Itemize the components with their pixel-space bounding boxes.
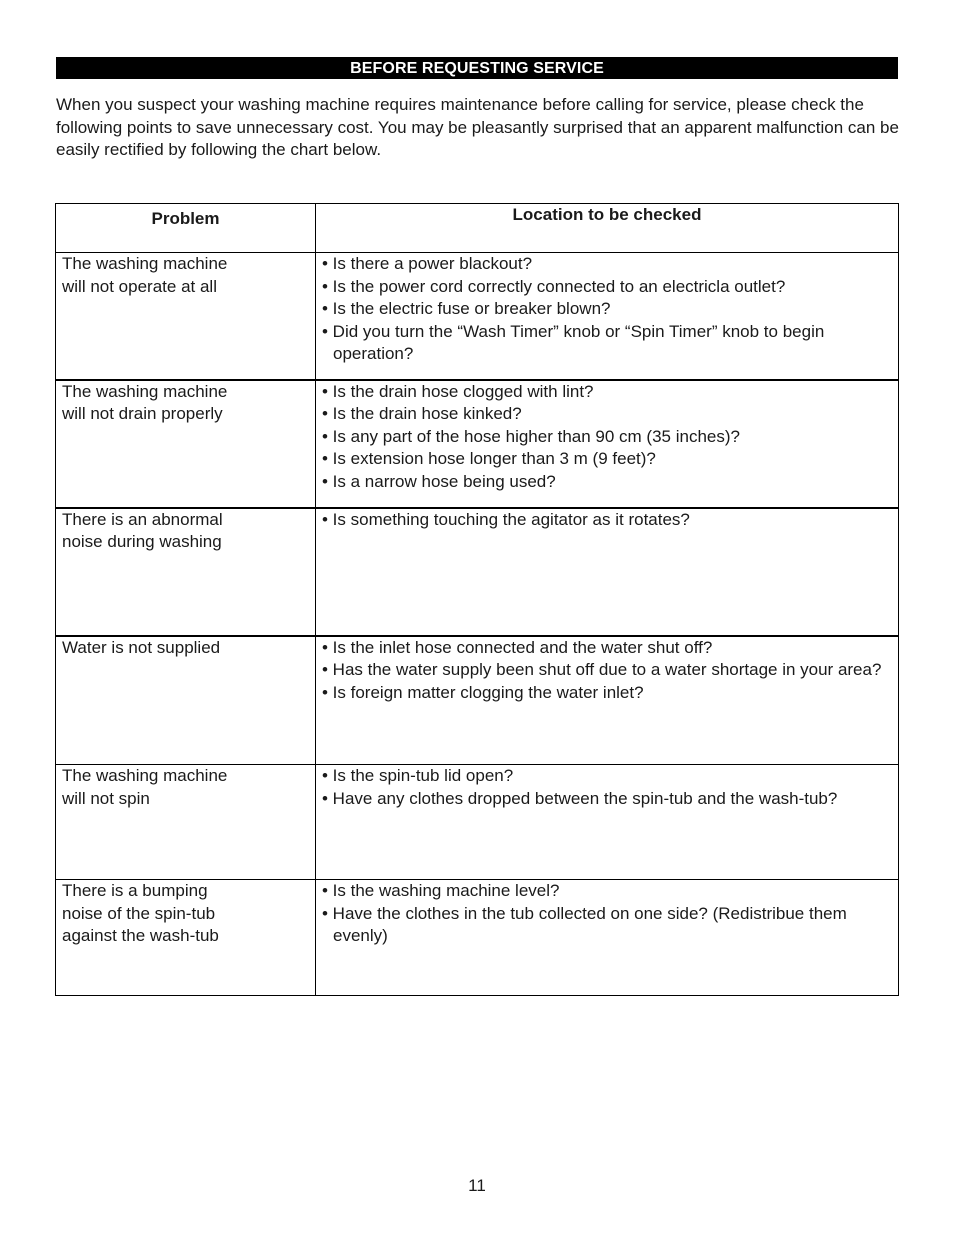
page-number: 11 xyxy=(468,1176,486,1195)
checks-cell xyxy=(316,880,899,996)
check-item: • Have any clothes dropped between the spin-tub and the wash-tub? xyxy=(322,788,838,808)
problem-cell xyxy=(56,880,316,996)
problem-cell xyxy=(56,765,316,880)
table-row xyxy=(56,508,899,636)
section-banner: BEFORE REQUESTING SERVICE xyxy=(56,57,898,79)
problem-text: against the wash-tub xyxy=(62,926,219,945)
table-row xyxy=(56,636,899,765)
problem-text: will not operate at all xyxy=(62,276,217,296)
table-row xyxy=(56,765,899,880)
check-item: • Is any part of the hose higher than 90 cm (35 inches)? xyxy=(322,426,740,446)
checks-cell xyxy=(316,636,899,765)
problem-text: The washing machine xyxy=(62,254,228,273)
problem-text: There is a bumping xyxy=(62,881,208,900)
problem-cell xyxy=(56,636,316,765)
check-item: • Is a narrow hose being used? xyxy=(322,471,556,491)
problem-text: will not drain properly xyxy=(62,404,223,423)
check-item: • Is the electric fuse or breaker blown? xyxy=(322,299,611,318)
check-item: • Has the water supply been shut off due to a water shortage in your area? xyxy=(322,660,882,679)
problem-text: will not spin xyxy=(62,788,150,808)
check-item: • Is the inlet hose connected and the water shut off? xyxy=(322,637,713,657)
troubleshooting-table xyxy=(55,203,899,996)
header-location: Location to be checked xyxy=(316,204,899,253)
table-row xyxy=(56,880,899,996)
check-item: • Is foreign matter clogging the water inlet? xyxy=(322,682,644,702)
problem-cell xyxy=(56,253,316,380)
check-item: • Is the washing machine level? xyxy=(322,881,560,900)
problem-text: There is an abnormal xyxy=(62,509,223,529)
check-item: • Is the drain hose clogged with lint? xyxy=(322,381,594,401)
table-row xyxy=(56,253,899,380)
check-item: • Did you turn the “Wash Timer” knob or “Spin Timer” knob to begin operation? xyxy=(322,321,825,363)
checks-cell xyxy=(316,380,899,508)
check-item: • Is there a power blackout? xyxy=(322,254,533,273)
problem-text: The washing machine xyxy=(62,381,228,401)
table-row xyxy=(56,380,899,508)
checks-cell xyxy=(316,765,899,880)
check-item: • Is the power cord correctly connected to an electricla outlet? xyxy=(322,276,786,296)
check-item: • Is something touching the agitator as it rotates? xyxy=(322,509,690,529)
intro-paragraph: When you suspect your washing machine requires maintenance before calling for service, please check the following points to save unnecessary cost. You may be pleasantly surprised that an apparent malfunction can be easily rectified by following the chart below. xyxy=(56,95,899,159)
checks-cell xyxy=(316,508,899,636)
problem-text: noise during washing xyxy=(62,532,222,551)
check-item: • Is the drain hose kinked? xyxy=(322,404,522,423)
problem-text: The washing machine xyxy=(62,766,228,785)
table-header-row xyxy=(56,204,899,253)
check-item: • Have the clothes in the tub collected on one side? (Redistribue them evenly) xyxy=(322,903,847,945)
check-item: • Is the spin-tub lid open? xyxy=(322,766,514,785)
header-problem: Problem xyxy=(56,204,316,253)
problem-cell xyxy=(56,508,316,636)
check-item: • Is extension hose longer than 3 m (9 feet)? xyxy=(322,449,656,468)
problem-text: noise of the spin-tub xyxy=(62,903,216,923)
checks-cell xyxy=(316,253,899,380)
problem-cell xyxy=(56,380,316,508)
problem-text: Water is not supplied xyxy=(62,637,221,657)
